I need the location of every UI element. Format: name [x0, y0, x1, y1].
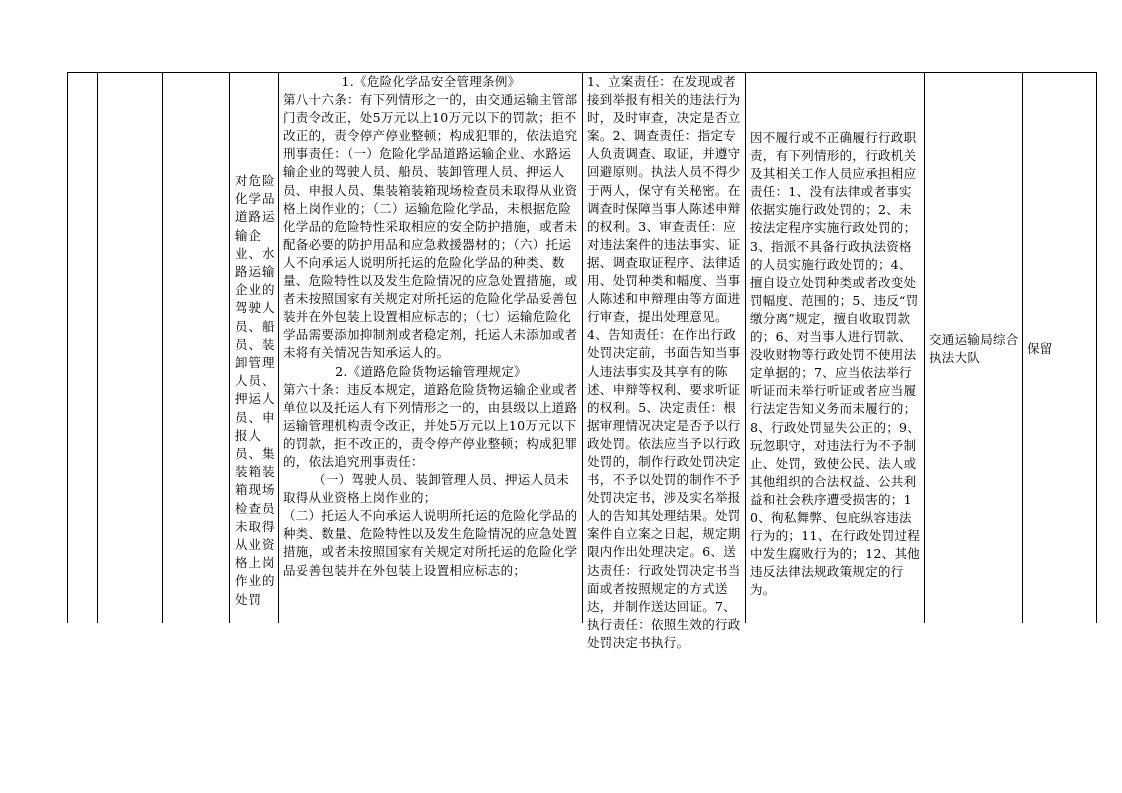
department-text: 交通运输局综合执法大队	[929, 332, 1019, 366]
power-list-table	[67, 72, 1097, 650]
table-right-border	[1096, 72, 1097, 623]
legal-basis-text	[279, 72, 582, 580]
col-category	[97, 72, 162, 623]
responsibility-text: 1、立案责任：在发现或者接到举报有相关的违法行为时，及时审查，决定是否立案。2、调查责任：指定专人负责调查、取证，并遵守回避原则。执法人员不得少于两人，保守有关秘密。在调查时保障当事人陈述申辩的权利。3、审查责任：应对违法案件的违法事实、证据、调查取证程序、法律适用、处罚种类和幅度、当事人陈述和申辩理由等方面进行审查，提出处理意见。4、告知责任：在作出行政处罚决定前，书面告知当事人违法事实及其享有的陈述、申辩等权利、要求听证的权利。5、决定责任：根据审理情况决定是否予以行政处罚。依法应当予以行政处罚的，制作行政处罚决定书，不予以处罚的制作不予处罚决定书，涉及实名举报人的告知其处理结果。处罚案件自立案之日起，规定期限内作出处理决定。6、送达责任：行政处罚决定书当面或者按照规定的方式送达，并制作送达回证。7、执行责任：依照生效的行政处罚决定书执行。	[587, 74, 741, 650]
item-name-text: 对危险化学品道路运输企业、水路运输企业的驾驶人员、船员、装卸管理人员、押运人员、申报人员、集装箱装箱现场检查员未取得从业资格上岗作业的处罚	[235, 173, 276, 607]
basis-item-1: （一）驾驶人员、装卸管理人员、押运人员未取得从业资格上岗作业的；	[283, 472, 570, 506]
basis-article-2: 第六十条：违反本规定，道路危险货物运输企业或者单位以及托运人有下列情形之一的，由县级以上道路运输管理机构责令改正，并处5万元以上10万元以下的罚款，拒不改正的，责令停产停业整顿；构成犯罪的，依法追究刑事责任：	[283, 381, 578, 469]
note-cell	[1022, 72, 1097, 623]
item-name-cell	[229, 72, 278, 623]
note-text: 保留	[1027, 341, 1053, 356]
liability-text: 因不履行或不正确履行行政职责，有下列情形的，行政机关及其相关工作人员应承担相应责任：1、没有法律或者事实依据实施行政处罚的；2、未按法定程序实施行政处罚的；3、指派不具备行政执法资格的人员实施行政处罚的；4、擅自设立处罚种类或者改变处罚幅度、范围的；5、违反“罚缴分离”规定，擅自收取罚款的；6、对当事人进行罚款、没收财物等行政处罚不使用法定单据的；7、应当依法举行听证而未举行听证或者应当履行法定告知义务而未履行的；8、行政处罚显失公正的；9、玩忽职守，对违法行为不予制止、处罚，致使公民、法人或其他组织的合法权益、公共利益和社会秩序遭受损害的；10、徇私舞弊、包庇纵容违法行为的；11、在行政处罚过程中发生腐败行为的；12、其他违反法律法规政策规定的行为。	[750, 130, 921, 598]
basis-title-1: 1.《危险化学品安全管理条例》	[341, 74, 521, 89]
basis-title-2: 2.《道路危险货物运输管理规定》	[335, 363, 527, 379]
col-code	[162, 72, 229, 623]
department-cell	[924, 72, 1022, 623]
responsibility-cell	[582, 72, 745, 650]
liability-cell	[745, 72, 924, 623]
basis-article-1: 第八十六条：有下列情形之一的，由交通运输主管部门责令改正，处5万元以上10万元以下的罚款；拒不改正的，责令停产停业整顿；构成犯罪的，依法追究刑事责任：（一）危险化学品道路运输企业、水路运输企业的驾驶人员、船员、装卸管理人员、押运人员、申报人员、集装箱装箱现场检查员未取得从业资格上岗作业的；（二）运输危险化学品，未根据危险化学品的危险特性采取相应的安全防护措施，或者未配备必要的防护用品和应急救援器材的；（六）托运人不向承运人说明所托运的危险化学品的种类、数量、危险特性以及发生危险情况的应急处置措施，或者未按照国家有关规定对所托运的危险化学品妥善包装并在外包装上设置相应标志的；（七）运输危险化学品需要添加抑制剂或者稳定剂，托运人未添加或者未将有关情况告知承运人的。	[283, 92, 578, 361]
basis-item-2: （二）托运人不向承运人说明所托运的危险化学品的种类、数量、危险特性以及发生危险情况的应急处置措施，或者未按照国家有关规定对所托运的危险化学品妥善包装并在外包装上设置相应标志的；	[283, 508, 578, 578]
legal-basis-cell	[278, 72, 582, 623]
col-seq	[67, 72, 97, 623]
